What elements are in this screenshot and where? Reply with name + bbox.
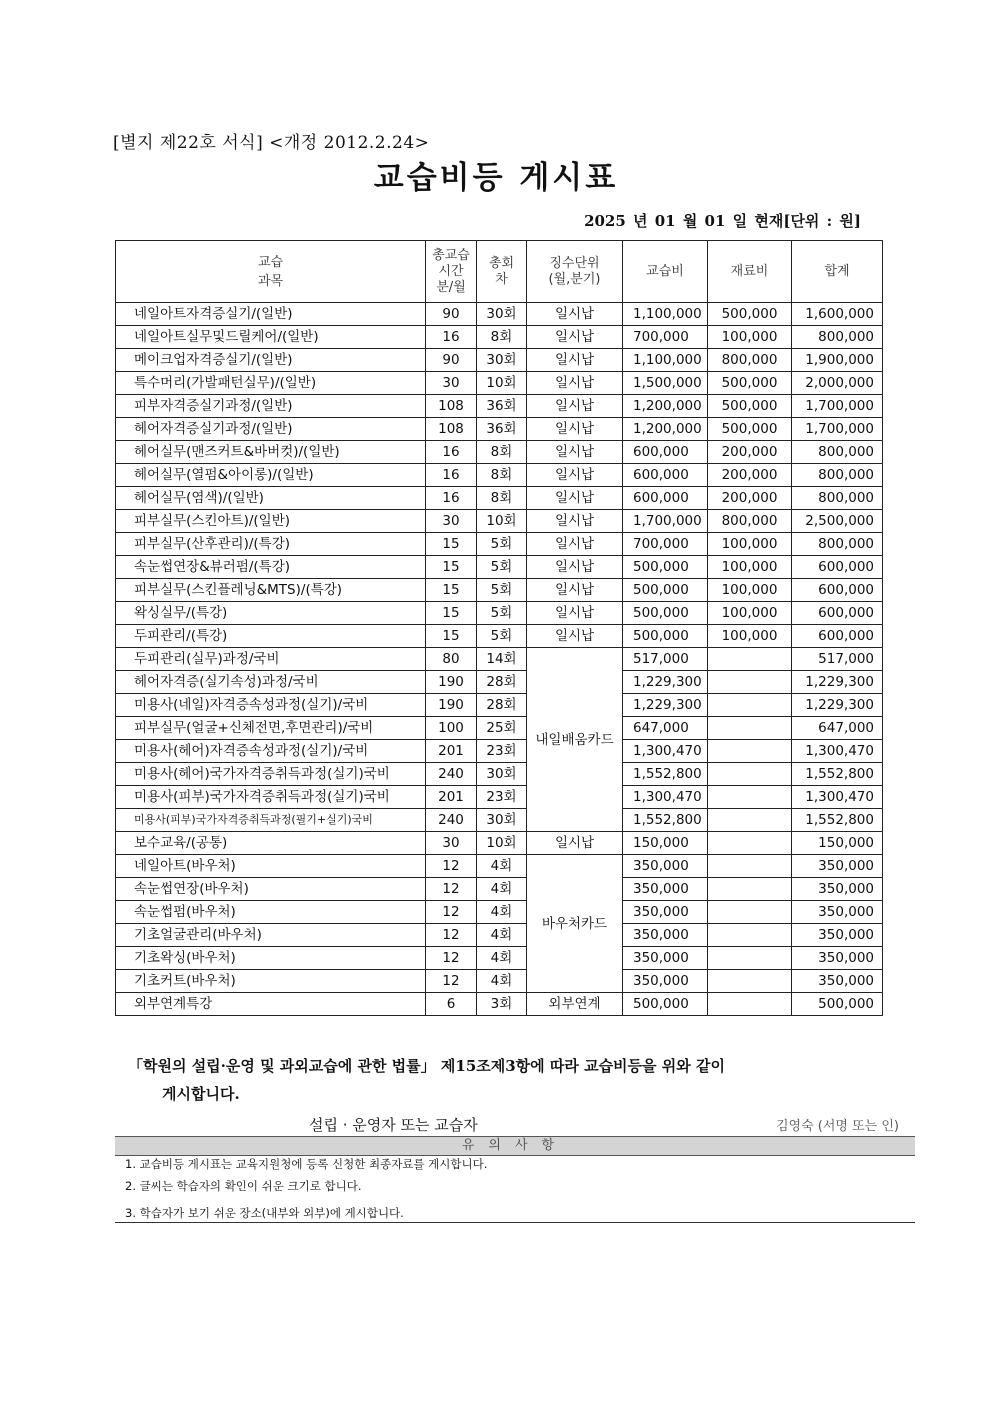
table-row <box>116 533 883 556</box>
course-hours: 240 <box>426 763 477 786</box>
course-hours: 15 <box>426 556 477 579</box>
notice-item-2: 2. 글씨는 학습자의 확인이 쉬운 크기로 합니다. <box>125 1179 362 1193</box>
course-hours: 12 <box>426 901 477 924</box>
total-fee: 350,000 <box>792 947 883 970</box>
payment-method: 일시납 <box>527 510 623 533</box>
tuition-fee: 350,000 <box>623 970 708 993</box>
materials-fee <box>708 855 792 878</box>
course-name: 피부실무(스킨아트)/(일반) <box>116 510 426 533</box>
course-hours: 12 <box>426 947 477 970</box>
total-fee: 350,000 <box>792 970 883 993</box>
course-sessions: 28회 <box>477 671 527 694</box>
column-header-sessions: 총회 차 <box>477 241 527 303</box>
materials-fee <box>708 947 792 970</box>
tuition-fee: 700,000 <box>623 533 708 556</box>
materials-fee: 100,000 <box>708 326 792 349</box>
course-hours: 190 <box>426 694 477 717</box>
materials-fee: 200,000 <box>708 487 792 510</box>
tuition-fee: 350,000 <box>623 901 708 924</box>
materials-fee <box>708 648 792 671</box>
materials-fee: 100,000 <box>708 625 792 648</box>
course-name: 헤어실무(염색)/(일반) <box>116 487 426 510</box>
course-hours: 12 <box>426 924 477 947</box>
course-name: 피부자격증실기과정/(일반) <box>116 395 426 418</box>
payment-method: 일시납 <box>527 303 623 326</box>
table-row <box>116 947 883 970</box>
course-sessions: 5회 <box>477 556 527 579</box>
materials-fee <box>708 832 792 855</box>
course-sessions: 36회 <box>477 395 527 418</box>
tuition-fee: 1,552,800 <box>623 809 708 832</box>
total-fee: 1,229,300 <box>792 694 883 717</box>
materials-fee: 500,000 <box>708 395 792 418</box>
course-sessions: 4회 <box>477 970 527 993</box>
course-hours: 15 <box>426 579 477 602</box>
table-row <box>116 464 883 487</box>
tuition-fee: 150,000 <box>623 832 708 855</box>
tuition-fee: 517,000 <box>623 648 708 671</box>
course-sessions: 5회 <box>477 533 527 556</box>
payment-method: 일시납 <box>527 418 623 441</box>
materials-fee <box>708 809 792 832</box>
table-row <box>116 395 883 418</box>
course-sessions: 23회 <box>477 740 527 763</box>
course-sessions: 5회 <box>477 579 527 602</box>
founder-label: 설립 · 운영자 또는 교습자 <box>309 1116 478 1134</box>
course-name: 헤어실무(맨즈커트&바버컷)/(일반) <box>116 441 426 464</box>
tuition-fee: 1,200,000 <box>623 418 708 441</box>
payment-method: 일시납 <box>527 533 623 556</box>
course-sessions: 8회 <box>477 326 527 349</box>
total-fee: 1,700,000 <box>792 395 883 418</box>
materials-fee <box>708 924 792 947</box>
course-sessions: 14회 <box>477 648 527 671</box>
column-header-materials: 재료비 <box>708 241 792 303</box>
materials-fee <box>708 901 792 924</box>
tuition-fee: 350,000 <box>623 878 708 901</box>
tuition-fee: 1,300,470 <box>623 786 708 809</box>
materials-fee <box>708 694 792 717</box>
payment-method: 일시납 <box>527 464 623 487</box>
total-fee: 800,000 <box>792 326 883 349</box>
table-row <box>116 556 883 579</box>
materials-fee <box>708 671 792 694</box>
course-name: 피부실무(산후관리)/(특강) <box>116 533 426 556</box>
materials-fee: 100,000 <box>708 602 792 625</box>
total-fee: 500,000 <box>792 993 883 1016</box>
course-hours: 16 <box>426 487 477 510</box>
course-hours: 108 <box>426 418 477 441</box>
course-name: 속눈썹연장&뷰러펌/(특강) <box>116 556 426 579</box>
table-row <box>116 625 883 648</box>
tuition-fee: 350,000 <box>623 924 708 947</box>
payment-method: 일시납 <box>527 602 623 625</box>
materials-fee: 100,000 <box>708 533 792 556</box>
table-row <box>116 694 883 717</box>
course-hours: 6 <box>426 993 477 1016</box>
total-fee: 647,000 <box>792 717 883 740</box>
course-sessions: 5회 <box>477 602 527 625</box>
materials-fee <box>708 717 792 740</box>
tuition-fee: 600,000 <box>623 464 708 487</box>
course-hours: 30 <box>426 510 477 533</box>
course-hours: 15 <box>426 533 477 556</box>
course-hours: 108 <box>426 395 477 418</box>
tuition-fee: 350,000 <box>623 947 708 970</box>
payment-method-merged: 내일배움카드 <box>527 648 623 832</box>
course-sessions: 4회 <box>477 947 527 970</box>
table-row <box>116 487 883 510</box>
table-row <box>116 901 883 924</box>
notice-item-1: 1. 교습비등 게시표는 교육지원청에 등록 신청한 최종자료를 게시합니다. <box>125 1157 488 1171</box>
tuition-fee: 700,000 <box>623 326 708 349</box>
materials-fee: 100,000 <box>708 556 792 579</box>
total-fee: 1,229,300 <box>792 671 883 694</box>
tuition-fee: 1,100,000 <box>623 349 708 372</box>
table-row <box>116 809 883 832</box>
total-fee: 600,000 <box>792 602 883 625</box>
materials-fee <box>708 740 792 763</box>
course-sessions: 4회 <box>477 878 527 901</box>
course-name: 미용사(헤어)국가자격증취득과정(실기)국비 <box>116 763 426 786</box>
course-name: 미용사(헤어)자격증속성과정(실기)/국비 <box>116 740 426 763</box>
course-hours: 12 <box>426 855 477 878</box>
founder-row <box>115 1114 915 1134</box>
payment-method: 일시납 <box>527 832 623 855</box>
notice-item-3: 3. 학습자가 보기 쉬운 장소(내부와 외부)에 게시합니다. <box>125 1206 404 1220</box>
total-fee: 1,552,800 <box>792 809 883 832</box>
course-hours: 90 <box>426 303 477 326</box>
materials-fee: 800,000 <box>708 349 792 372</box>
payment-method: 일시납 <box>527 441 623 464</box>
course-name: 네일아트(바우처) <box>116 855 426 878</box>
table-row <box>116 372 883 395</box>
course-name: 기초왁싱(바우처) <box>116 947 426 970</box>
course-name: 헤어실무(열펌&아이롱)/(일반) <box>116 464 426 487</box>
course-hours: 15 <box>426 602 477 625</box>
total-fee: 1,600,000 <box>792 303 883 326</box>
course-hours: 12 <box>426 970 477 993</box>
materials-fee <box>708 970 792 993</box>
course-name: 헤어자격증(실기속성)과정/국비 <box>116 671 426 694</box>
course-name: 특수머리(가발패턴실무)/(일반) <box>116 372 426 395</box>
course-hours: 15 <box>426 625 477 648</box>
course-sessions: 30회 <box>477 809 527 832</box>
course-sessions: 4회 <box>477 855 527 878</box>
course-hours: 16 <box>426 464 477 487</box>
materials-fee: 800,000 <box>708 510 792 533</box>
table-row <box>116 349 883 372</box>
tuition-fee: 647,000 <box>623 717 708 740</box>
course-hours: 80 <box>426 648 477 671</box>
table-row <box>116 878 883 901</box>
course-sessions: 30회 <box>477 763 527 786</box>
total-fee: 517,000 <box>792 648 883 671</box>
total-fee: 150,000 <box>792 832 883 855</box>
total-fee: 800,000 <box>792 464 883 487</box>
table-row <box>116 993 883 1016</box>
course-sessions: 10회 <box>477 510 527 533</box>
materials-fee: 500,000 <box>708 303 792 326</box>
total-fee: 2,500,000 <box>792 510 883 533</box>
column-header-hours: 총교습 시간 분/월 <box>426 241 477 303</box>
table-row <box>116 326 883 349</box>
course-hours: 201 <box>426 786 477 809</box>
payment-method: 일시납 <box>527 556 623 579</box>
legal-statement: 「학원의 설립·운영 및 과외교습에 관한 법률」 제15조제3항에 따라 교습비등을 위와 같이 게시합니다. <box>128 1057 725 1103</box>
course-sessions: 8회 <box>477 441 527 464</box>
materials-fee <box>708 993 792 1016</box>
course-name: 왁싱실무/(특강) <box>116 602 426 625</box>
course-name: 미용사(피부)국가자격증취득과정(실기)국비 <box>116 786 426 809</box>
course-sessions: 4회 <box>477 924 527 947</box>
tuition-fee: 1,100,000 <box>623 303 708 326</box>
column-header-tuition: 교습비 <box>623 241 708 303</box>
total-fee: 1,700,000 <box>792 418 883 441</box>
course-name: 미용사(네일)자격증속성과정(실기)/국비 <box>116 694 426 717</box>
table-row <box>116 855 883 878</box>
materials-fee: 200,000 <box>708 441 792 464</box>
course-hours: 30 <box>426 372 477 395</box>
payment-method: 일시납 <box>527 625 623 648</box>
materials-fee <box>708 786 792 809</box>
course-sessions: 3회 <box>477 993 527 1016</box>
course-name: 기초얼굴관리(바우처) <box>116 924 426 947</box>
course-name: 헤어자격증실기과정/(일반) <box>116 418 426 441</box>
course-hours: 30 <box>426 832 477 855</box>
table-row <box>116 418 883 441</box>
tuition-fee: 500,000 <box>623 625 708 648</box>
column-header-subject: 교습 과목 <box>116 241 426 303</box>
table-row <box>116 740 883 763</box>
table-header-row <box>116 241 883 303</box>
tuition-fee: 500,000 <box>623 579 708 602</box>
notice-header: 유의사항 <box>115 1136 915 1156</box>
payment-method: 일시납 <box>527 487 623 510</box>
course-name: 네일아트실무및드릴케어/(일반) <box>116 326 426 349</box>
total-fee: 350,000 <box>792 855 883 878</box>
payment-method: 일시납 <box>527 349 623 372</box>
table-row <box>116 510 883 533</box>
course-hours: 90 <box>426 349 477 372</box>
materials-fee <box>708 763 792 786</box>
course-hours: 201 <box>426 740 477 763</box>
total-fee: 800,000 <box>792 441 883 464</box>
course-name: 두피관리/(특강) <box>116 625 426 648</box>
total-fee: 1,900,000 <box>792 349 883 372</box>
course-hours: 16 <box>426 326 477 349</box>
tuition-fee: 1,229,300 <box>623 694 708 717</box>
form-reference: [별지 제22호 서식] <개정 2012.2.24> <box>113 133 430 153</box>
payment-method: 일시납 <box>527 395 623 418</box>
total-fee: 1,552,800 <box>792 763 883 786</box>
course-name: 기초커트(바우처) <box>116 970 426 993</box>
table-row <box>116 441 883 464</box>
column-header-total: 합계 <box>792 241 883 303</box>
column-header-payment-unit: 징수단위 (월,분기) <box>527 241 623 303</box>
course-sessions: 36회 <box>477 418 527 441</box>
course-name: 외부연계특강 <box>116 993 426 1016</box>
course-sessions: 23회 <box>477 786 527 809</box>
course-sessions: 30회 <box>477 303 527 326</box>
payment-method: 일시납 <box>527 372 623 395</box>
signature-field: 김영숙 (서명 또는 인) <box>775 1119 899 1134</box>
tuition-fee: 1,300,470 <box>623 740 708 763</box>
total-fee: 600,000 <box>792 579 883 602</box>
course-hours: 240 <box>426 809 477 832</box>
course-sessions: 28회 <box>477 694 527 717</box>
course-sessions: 8회 <box>477 464 527 487</box>
table-row <box>116 602 883 625</box>
notice-bottom-rule <box>115 1222 915 1223</box>
table-row <box>116 671 883 694</box>
course-name: 속눈썹연장(바우처) <box>116 878 426 901</box>
tuition-fee: 1,700,000 <box>623 510 708 533</box>
fee-table <box>115 240 883 1016</box>
course-sessions: 4회 <box>477 901 527 924</box>
date-and-unit: 2025 년 01 월 01 일 현재[단위 : 원] <box>584 212 861 230</box>
table-row <box>116 763 883 786</box>
table-row <box>116 786 883 809</box>
course-hours: 190 <box>426 671 477 694</box>
materials-fee: 500,000 <box>708 372 792 395</box>
tuition-fee: 1,500,000 <box>623 372 708 395</box>
total-fee: 600,000 <box>792 625 883 648</box>
course-name: 피부실무(얼굴+신체전면,후면관리)/국비 <box>116 717 426 740</box>
course-name: 네일아트자격증실기/(일반) <box>116 303 426 326</box>
table-row <box>116 648 883 671</box>
course-name: 속눈썹펌(바우처) <box>116 901 426 924</box>
table-body <box>116 303 883 1016</box>
course-name: 미용사(피부)국가자격증취득과정(필기+실기)국비 <box>116 809 426 832</box>
course-sessions: 10회 <box>477 372 527 395</box>
total-fee: 800,000 <box>792 533 883 556</box>
course-hours: 12 <box>426 878 477 901</box>
tuition-fee: 1,200,000 <box>623 395 708 418</box>
course-sessions: 5회 <box>477 625 527 648</box>
payment-method: 일시납 <box>527 326 623 349</box>
document-title: 교습비등 게시표 <box>373 160 619 196</box>
materials-fee: 100,000 <box>708 579 792 602</box>
table-row <box>116 717 883 740</box>
course-sessions: 25회 <box>477 717 527 740</box>
table-row <box>116 924 883 947</box>
course-hours: 16 <box>426 441 477 464</box>
total-fee: 350,000 <box>792 924 883 947</box>
course-name: 보수교육/(공통) <box>116 832 426 855</box>
total-fee: 350,000 <box>792 878 883 901</box>
table-row <box>116 832 883 855</box>
course-name: 두피관리(실무)과정/국비 <box>116 648 426 671</box>
total-fee: 1,300,470 <box>792 740 883 763</box>
course-sessions: 10회 <box>477 832 527 855</box>
course-hours: 100 <box>426 717 477 740</box>
payment-method-merged: 바우처카드 <box>527 855 623 993</box>
tuition-fee: 500,000 <box>623 556 708 579</box>
total-fee: 2,000,000 <box>792 372 883 395</box>
tuition-fee: 350,000 <box>623 855 708 878</box>
tuition-fee: 500,000 <box>623 602 708 625</box>
course-sessions: 8회 <box>477 487 527 510</box>
tuition-fee: 500,000 <box>623 993 708 1016</box>
materials-fee <box>708 878 792 901</box>
payment-method: 일시납 <box>527 579 623 602</box>
tuition-fee: 1,229,300 <box>623 671 708 694</box>
materials-fee: 200,000 <box>708 464 792 487</box>
payment-method: 외부연계 <box>527 993 623 1016</box>
course-sessions: 30회 <box>477 349 527 372</box>
table-row <box>116 579 883 602</box>
table-row <box>116 303 883 326</box>
table-row <box>116 970 883 993</box>
tuition-fee: 600,000 <box>623 441 708 464</box>
course-name: 피부실무(스킨플레닝&MTS)/(특강) <box>116 579 426 602</box>
course-name: 메이크업자격증실기/(일반) <box>116 349 426 372</box>
total-fee: 1,300,470 <box>792 786 883 809</box>
total-fee: 600,000 <box>792 556 883 579</box>
materials-fee: 500,000 <box>708 418 792 441</box>
tuition-fee: 1,552,800 <box>623 763 708 786</box>
tuition-fee: 600,000 <box>623 487 708 510</box>
total-fee: 350,000 <box>792 901 883 924</box>
total-fee: 800,000 <box>792 487 883 510</box>
